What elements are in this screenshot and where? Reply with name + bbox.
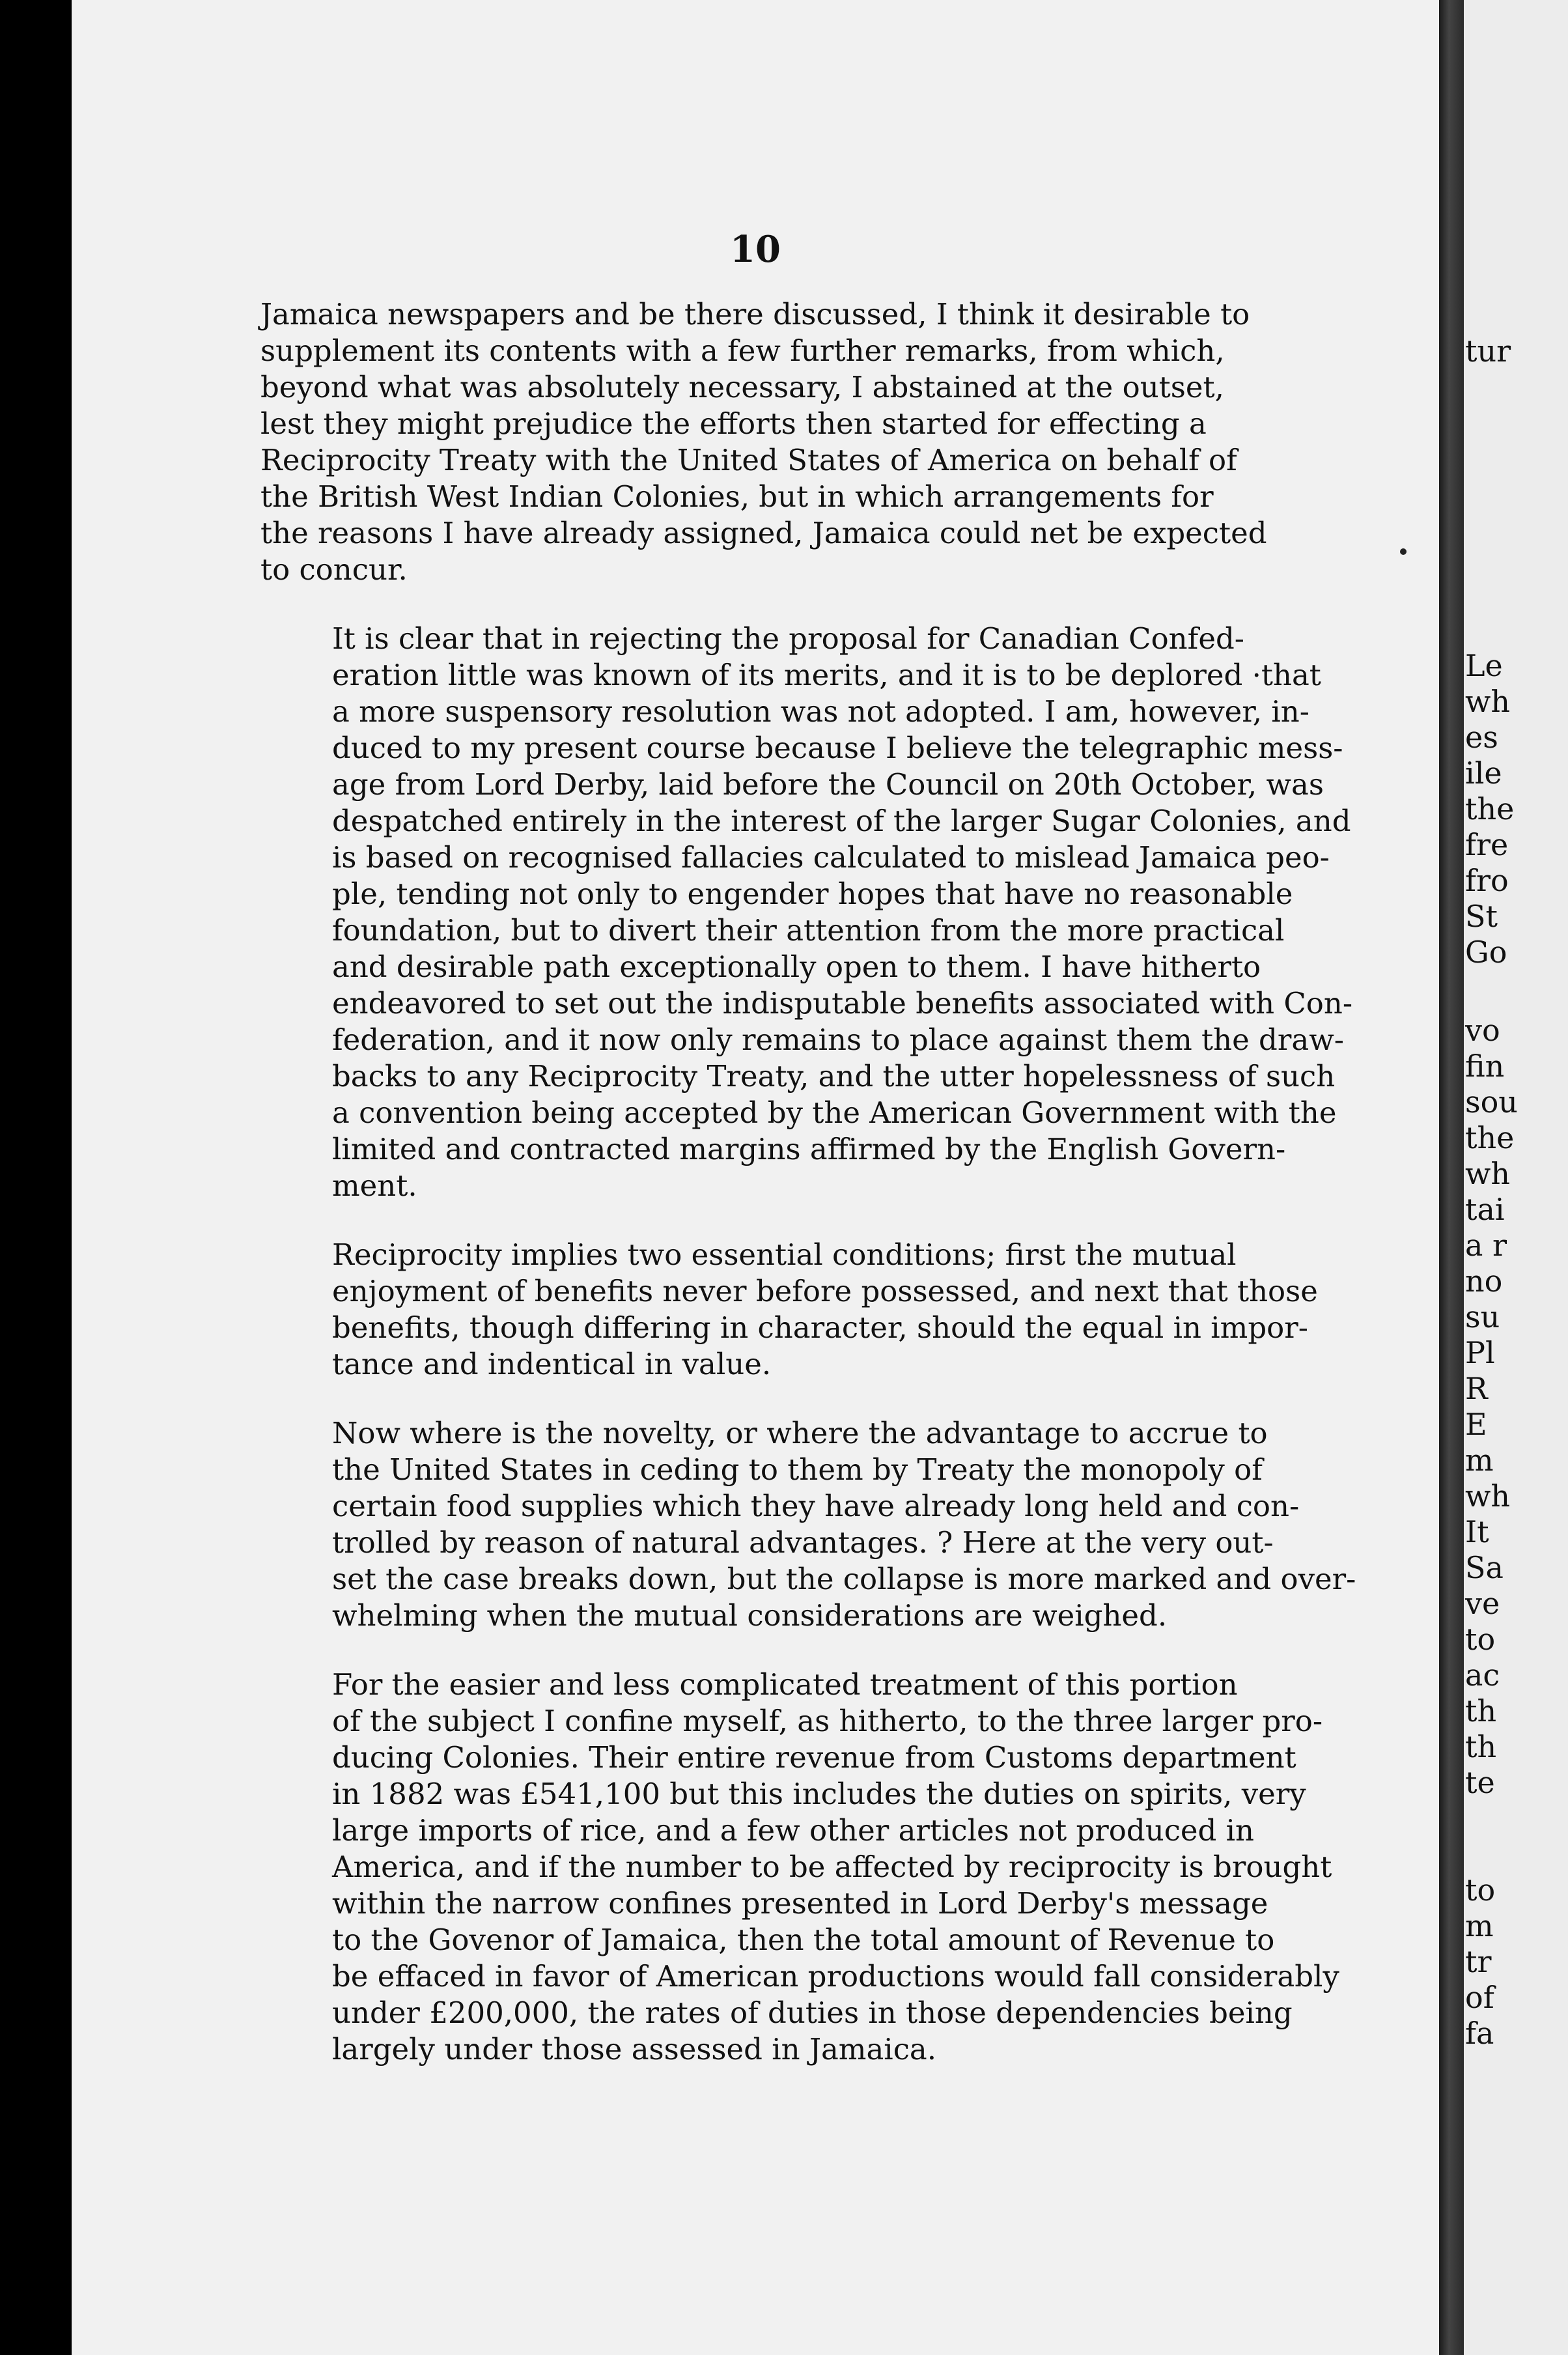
facing-fragment: te: [1465, 1765, 1495, 1800]
paragraph-1: [260, 296, 1429, 588]
text-line: large imports of rice, and a few other articles not produced in: [332, 1813, 1255, 1848]
text-line: largely under those assessed in Jamaica.: [332, 2032, 937, 2066]
facing-fragment: ile: [1465, 755, 1502, 791]
text-line: Reciprocity Treaty with the United States of America on behalf of: [260, 443, 1237, 477]
book-page: [72, 0, 1439, 2355]
ink-speck: [1400, 548, 1407, 555]
facing-fragment: ve: [1465, 1586, 1500, 1621]
text-line: enjoyment of benefits never before possessed, and next that those: [332, 1274, 1318, 1308]
text-line: benefits, though differing in character, should the equal in impor-: [332, 1310, 1308, 1345]
text-line: in 1882 was £541,100 but this includes the duties on spirits, very: [332, 1777, 1306, 1811]
text-line: duced to my present course because I believe the telegraphic mess-: [332, 731, 1343, 765]
paragraph-5: [260, 1667, 1429, 2068]
facing-fragment: vo: [1465, 1013, 1500, 1048]
text-line: limited and contracted margins affirmed by the English Govern-: [332, 1132, 1286, 1166]
facing-fragment: of: [1465, 1980, 1494, 2015]
text-line: supplement its contents with a few further remarks, from which,: [260, 333, 1225, 368]
text-line: beyond what was absolutely necessary, I abstained at the outset,: [260, 370, 1224, 404]
text-line: be effaced in favor of American productions would fall considerably: [332, 1959, 1339, 1994]
text-line: to concur.: [260, 552, 408, 587]
facing-fragment: St: [1465, 899, 1498, 934]
book-gutter: [1439, 0, 1464, 2355]
text-line: age from Lord Derby, laid before the Council on 20th October, was: [332, 767, 1324, 802]
text-line: It is clear that in rejecting the proposal for Canadian Confed-: [332, 621, 1244, 656]
text-line: and desirable path exceptionally open to them. I have hitherto: [332, 950, 1261, 984]
text-line: the British West Indian Colonies, but in which arrangements for: [260, 479, 1214, 514]
text-line: ment.: [332, 1168, 417, 1203]
facing-fragment: the: [1465, 1120, 1515, 1155]
text-line: of the subject I confine myself, as hitherto, to the three larger pro-: [332, 1704, 1323, 1738]
facing-fragment: It: [1465, 1514, 1489, 1549]
facing-fragment: tr: [1465, 1944, 1492, 1979]
text-line: trolled by reason of natural advantages. ? Here at the very out-: [332, 1525, 1274, 1560]
facing-fragment: fre: [1465, 827, 1509, 862]
facing-fragment: to: [1465, 1872, 1496, 1908]
text-line: endeavored to set out the indisputable benefits associated with Con-: [332, 986, 1353, 1021]
facing-fragment: no: [1465, 1263, 1503, 1299]
text-line: Now where is the novelty, or where the advantage to accrue to: [332, 1416, 1268, 1450]
facing-fragment: ac: [1465, 1657, 1500, 1693]
facing-fragment: wh: [1465, 1156, 1510, 1191]
facing-fragment: th: [1465, 1693, 1497, 1728]
text-line: the United States in ceding to them by Treaty the monopoly of: [332, 1452, 1263, 1487]
facing-fragment: the: [1465, 791, 1515, 826]
text-line: under £200,000, the rates of duties in those dependencies being: [332, 1995, 1293, 2030]
text-line: Jamaica newspapers and be there discussed, I think it desirable to: [260, 297, 1250, 331]
text-line: lest they might prejudice the efforts then started for effecting a: [260, 406, 1207, 441]
facing-fragment: Sa: [1465, 1550, 1504, 1585]
facing-fragment: sou: [1465, 1084, 1518, 1120]
facing-fragment: wh: [1465, 684, 1510, 719]
text-line: is based on recognised fallacies calculated to mislead Jamaica peo-: [332, 840, 1330, 875]
text-line: federation, and it now only remains to place against them the draw-: [332, 1022, 1344, 1057]
text-line: the reasons I have already assigned, Jamaica could net be expected: [260, 516, 1267, 550]
body-text: [260, 296, 1429, 2100]
facing-fragment: fa: [1465, 2016, 1494, 2051]
facing-fragment: fin: [1465, 1049, 1505, 1084]
text-line: Reciprocity implies two essential conditions; first the mutual: [332, 1237, 1237, 1272]
text-line: backs to any Reciprocity Treaty, and the utter hopelessness of such: [332, 1059, 1336, 1093]
facing-page: [1464, 0, 1568, 2355]
text-line: For the easier and less complicated treatment of this portion: [332, 1667, 1238, 1702]
text-line: certain food supplies which they have already long held and con-: [332, 1489, 1300, 1523]
text-line: eration little was known of its merits, and it is to be deplored ·that: [332, 658, 1321, 692]
facing-fragment: R: [1465, 1371, 1488, 1406]
page-number: 10: [730, 228, 781, 271]
facing-fragment: tur: [1465, 333, 1511, 369]
text-line: tance and indentical in value.: [332, 1347, 772, 1381]
facing-fragment: to: [1465, 1622, 1496, 1657]
paragraph-3: [260, 1237, 1429, 1383]
text-line: foundation, but to divert their attention from the more practical: [332, 913, 1285, 948]
facing-fragment: es: [1465, 720, 1498, 755]
facing-fragment: wh: [1465, 1478, 1510, 1514]
paragraph-4: [260, 1415, 1429, 1634]
text-line: ple, tending not only to engender hopes that have no reasonable: [332, 877, 1293, 911]
text-line: within the narrow confines presented in Lord Derby's message: [332, 1886, 1268, 1921]
text-line: America, and if the number to be affected by reciprocity is brought: [332, 1850, 1332, 1884]
facing-fragment: m: [1465, 1443, 1494, 1478]
facing-fragment: Pl: [1465, 1335, 1495, 1370]
facing-fragment: a r: [1465, 1228, 1507, 1263]
facing-fragment: m: [1465, 1908, 1494, 1943]
text-line: set the case breaks down, but the collapse is more marked and over-: [332, 1562, 1356, 1596]
text-line: to the Govenor of Jamaica, then the total amount of Revenue to: [332, 1923, 1275, 1957]
text-line: a convention being accepted by the American Government with the: [332, 1095, 1337, 1130]
facing-fragment: Go: [1465, 935, 1507, 970]
facing-fragment: Le: [1465, 648, 1503, 683]
facing-fragment: th: [1465, 1729, 1497, 1764]
text-line: ducing Colonies. Their entire revenue from Customs department: [332, 1740, 1296, 1775]
facing-fragment: fro: [1465, 863, 1509, 898]
paragraph-2: [260, 621, 1429, 1204]
text-line: whelming when the mutual considerations are weighed.: [332, 1598, 1168, 1633]
facing-fragment: tai: [1465, 1192, 1505, 1227]
facing-fragment: E: [1465, 1407, 1487, 1442]
text-line: despatched entirely in the interest of the larger Sugar Colonies, and: [332, 804, 1351, 838]
text-line: a more suspensory resolution was not adopted. I am, however, in-: [332, 694, 1309, 729]
facing-fragment: su: [1465, 1299, 1500, 1334]
